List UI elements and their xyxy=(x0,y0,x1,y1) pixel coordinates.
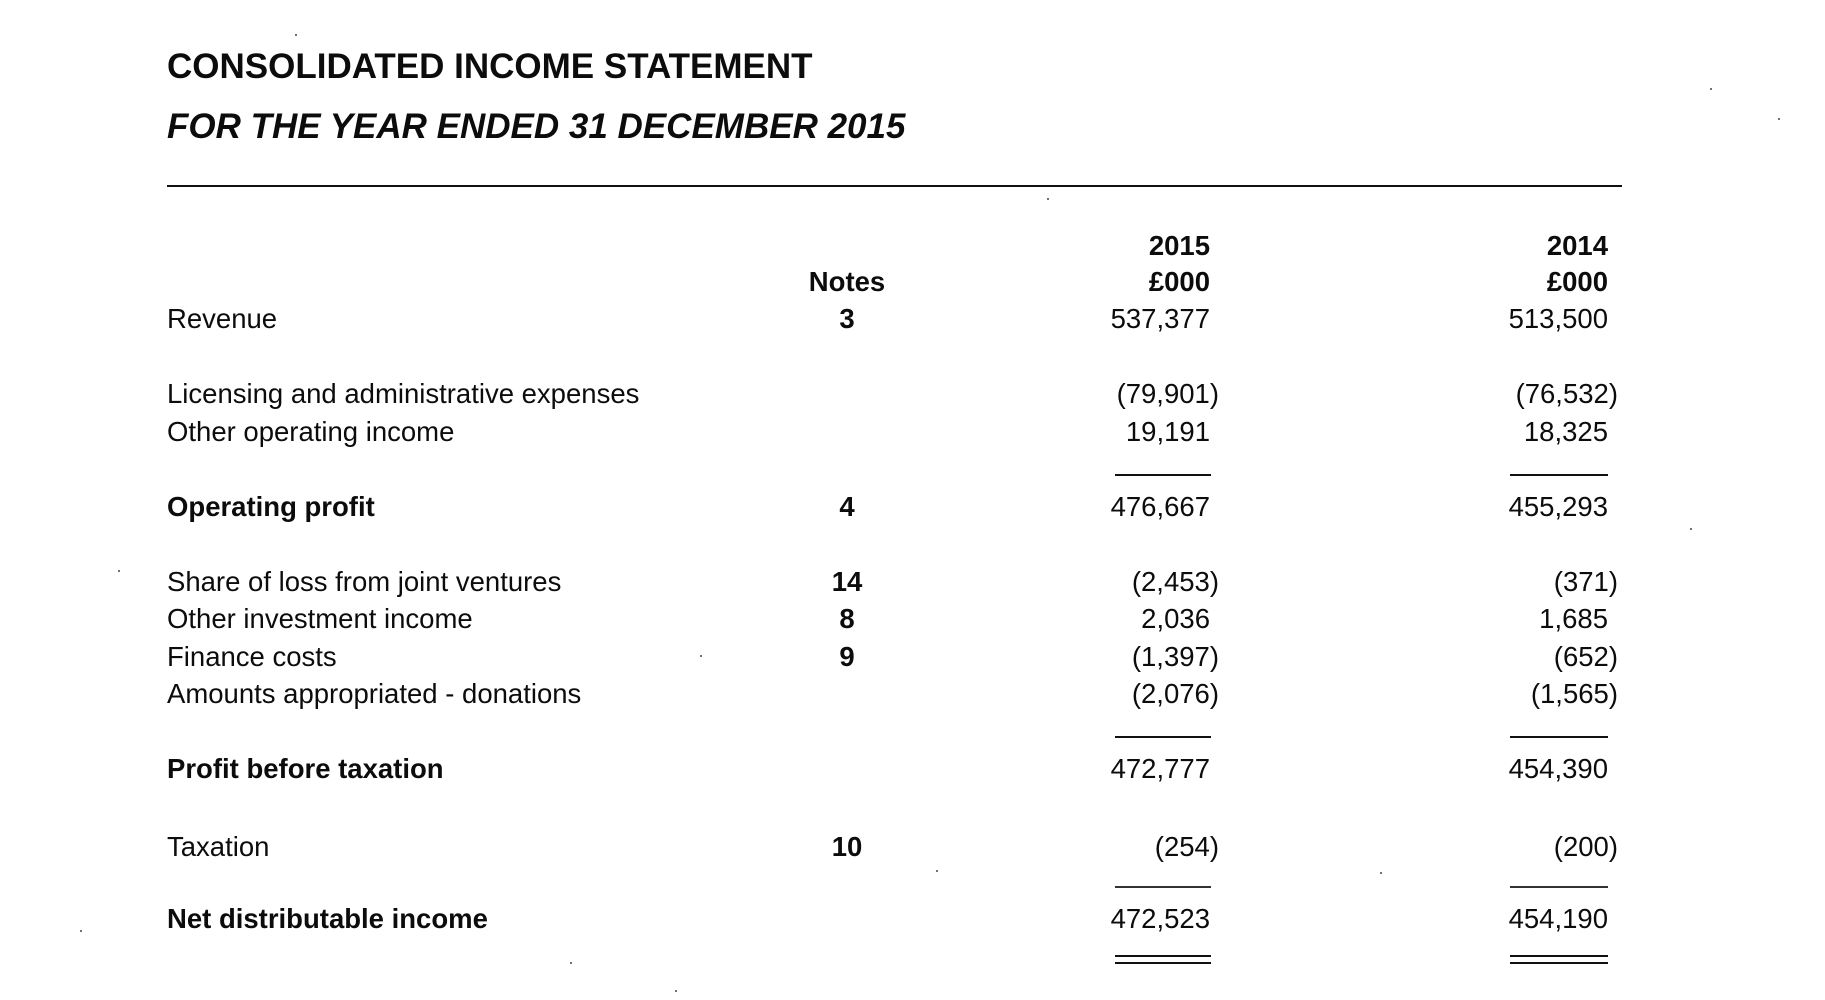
scan-speck xyxy=(675,990,677,992)
row-2014-profit-before-tax: 454,390 xyxy=(1508,753,1608,784)
row-2015-share-of-loss-jv: (2,453) xyxy=(1131,566,1219,597)
row-label-finance-costs: Finance costs xyxy=(167,641,337,672)
row-2015-other-investment-income: 2,036 xyxy=(1141,603,1210,634)
header-divider xyxy=(167,185,1622,187)
total-double-rule-2014-lower xyxy=(1510,962,1608,964)
row-note-finance-costs: 9 xyxy=(839,641,855,672)
row-note-operating-profit: 4 xyxy=(839,491,855,522)
row-label-operating-profit: Operating profit xyxy=(167,491,375,522)
subtotal-rule-2015 xyxy=(1115,474,1211,476)
notes-column-header: Notes xyxy=(808,266,886,297)
year-2015-header: 2015 xyxy=(1148,230,1210,261)
row-2015-finance-costs: (1,397) xyxy=(1131,641,1219,672)
row-label-taxation: Taxation xyxy=(167,831,270,862)
row-2014-revenue: 513,500 xyxy=(1508,303,1608,334)
row-label-net-distributable-income: Net distributable income xyxy=(167,903,488,934)
row-label-profit-before-tax: Profit before taxation xyxy=(167,753,444,784)
row-2015-net-distributable-income: 472,523 xyxy=(1110,903,1210,934)
row-2014-donations: (1,565) xyxy=(1530,678,1618,709)
row-label-donations: Amounts appropriated - donations xyxy=(167,678,582,709)
row-2015-other-operating-income: 19,191 xyxy=(1125,416,1210,447)
subtotal-rule-2014 xyxy=(1510,474,1608,476)
row-2014-taxation: (200) xyxy=(1553,831,1618,862)
year-2014-header: 2014 xyxy=(1546,230,1608,261)
scan-speck xyxy=(1380,872,1382,874)
row-2015-taxation: (254) xyxy=(1154,831,1219,862)
row-label-revenue: Revenue xyxy=(167,303,278,334)
scan-speck xyxy=(1778,118,1780,120)
row-label-share-of-loss-jv: Share of loss from joint ventures xyxy=(167,566,562,597)
scan-speck xyxy=(118,570,120,572)
row-2015-licensing-expenses: (79,901) xyxy=(1116,378,1219,409)
statement-period: FOR THE YEAR ENDED 31 DECEMBER 2015 xyxy=(167,107,906,146)
row-2015-donations: (2,076) xyxy=(1131,678,1219,709)
scan-speck xyxy=(1690,528,1692,530)
scan-speck xyxy=(570,962,572,964)
subtotal-rule-2015-b xyxy=(1115,736,1211,738)
scan-speck xyxy=(80,930,82,932)
row-2014-other-operating-income: 18,325 xyxy=(1523,416,1608,447)
total-double-rule-2015-lower xyxy=(1115,962,1211,964)
row-2015-revenue: 537,377 xyxy=(1110,303,1210,334)
scan-speck xyxy=(936,870,938,872)
subtotal-rule-2014-b xyxy=(1510,736,1608,738)
row-label-other-operating-income: Other operating income xyxy=(167,416,455,447)
scan-speck xyxy=(1710,88,1712,90)
scan-speck xyxy=(295,34,297,36)
row-2014-finance-costs: (652) xyxy=(1553,641,1618,672)
total-double-rule-2014-upper xyxy=(1510,955,1608,957)
row-note-other-investment-income: 8 xyxy=(839,603,855,634)
row-note-share-of-loss-jv: 14 xyxy=(831,566,863,597)
scan-speck xyxy=(1047,198,1049,200)
row-2014-share-of-loss-jv: (371) xyxy=(1553,566,1618,597)
row-2015-operating-profit: 476,667 xyxy=(1110,491,1210,522)
row-note-taxation: 10 xyxy=(831,831,863,862)
row-label-licensing-expenses: Licensing and administrative expenses xyxy=(167,378,640,409)
total-double-rule-2015-upper xyxy=(1115,955,1211,957)
row-label-other-investment-income: Other investment income xyxy=(167,603,473,634)
scan-speck xyxy=(700,655,702,657)
statement-title: CONSOLIDATED INCOME STATEMENT xyxy=(167,47,813,86)
subtotal-rule-2015-c xyxy=(1115,886,1211,888)
unit-2015-header: £000 xyxy=(1148,266,1210,297)
row-2015-profit-before-tax: 472,777 xyxy=(1110,753,1210,784)
row-2014-licensing-expenses: (76,532) xyxy=(1515,378,1618,409)
unit-2014-header: £000 xyxy=(1546,266,1608,297)
subtotal-rule-2014-c xyxy=(1510,886,1608,888)
row-2014-net-distributable-income: 454,190 xyxy=(1508,903,1608,934)
row-note-revenue: 3 xyxy=(839,303,855,334)
row-2014-operating-profit: 455,293 xyxy=(1508,491,1608,522)
row-2014-other-investment-income: 1,685 xyxy=(1539,603,1608,634)
